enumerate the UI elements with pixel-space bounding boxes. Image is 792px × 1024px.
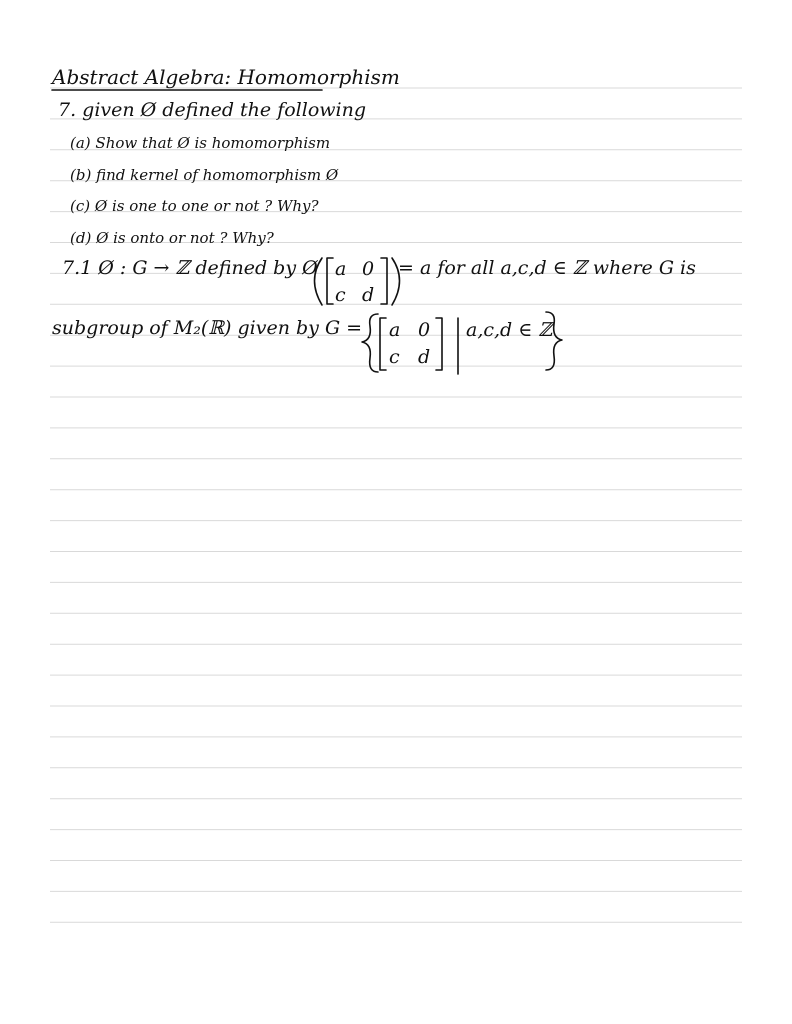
right-bracket — [381, 258, 387, 304]
left-brace — [362, 314, 378, 372]
matrix-entry: 0 — [418, 319, 431, 341]
part-d: (d) Ø is onto or not ? Why? — [70, 229, 274, 247]
matrix-entry: c — [335, 284, 346, 306]
left-bracket — [327, 258, 333, 304]
left-bracket — [380, 318, 386, 370]
matrix-entry: a — [389, 319, 401, 341]
matrix-entry: d — [418, 346, 431, 368]
matrix-entry: 0 — [362, 258, 375, 280]
part-c: (c) Ø is one to one or not ? Why? — [70, 197, 319, 215]
line71-suffix: = a for all a,c,d ∈ ℤ where G is — [398, 257, 696, 279]
right-bracket — [436, 318, 442, 370]
part-a: (a) Show that Ø is homomorphism — [70, 134, 331, 152]
matrix-entry: c — [389, 346, 400, 368]
problem-intro: 7. given Ø defined the following — [58, 99, 366, 121]
set-condition: a,c,d ∈ ℤ — [466, 319, 553, 341]
matrix-entry: d — [362, 284, 375, 306]
set-g-matrix — [362, 312, 562, 374]
matrix-entry: a — [335, 258, 347, 280]
part-b: (b) find kernel of homomorphism Ø — [70, 166, 339, 184]
phi-matrix — [315, 258, 400, 306]
line71-prefix: 7.1 Ø : G → ℤ defined by Ø — [62, 257, 318, 279]
line72-prefix: subgroup of M₂(ℝ) given by G = — [52, 317, 363, 339]
page-title: Abstract Algebra: Homomorphism — [52, 65, 400, 89]
